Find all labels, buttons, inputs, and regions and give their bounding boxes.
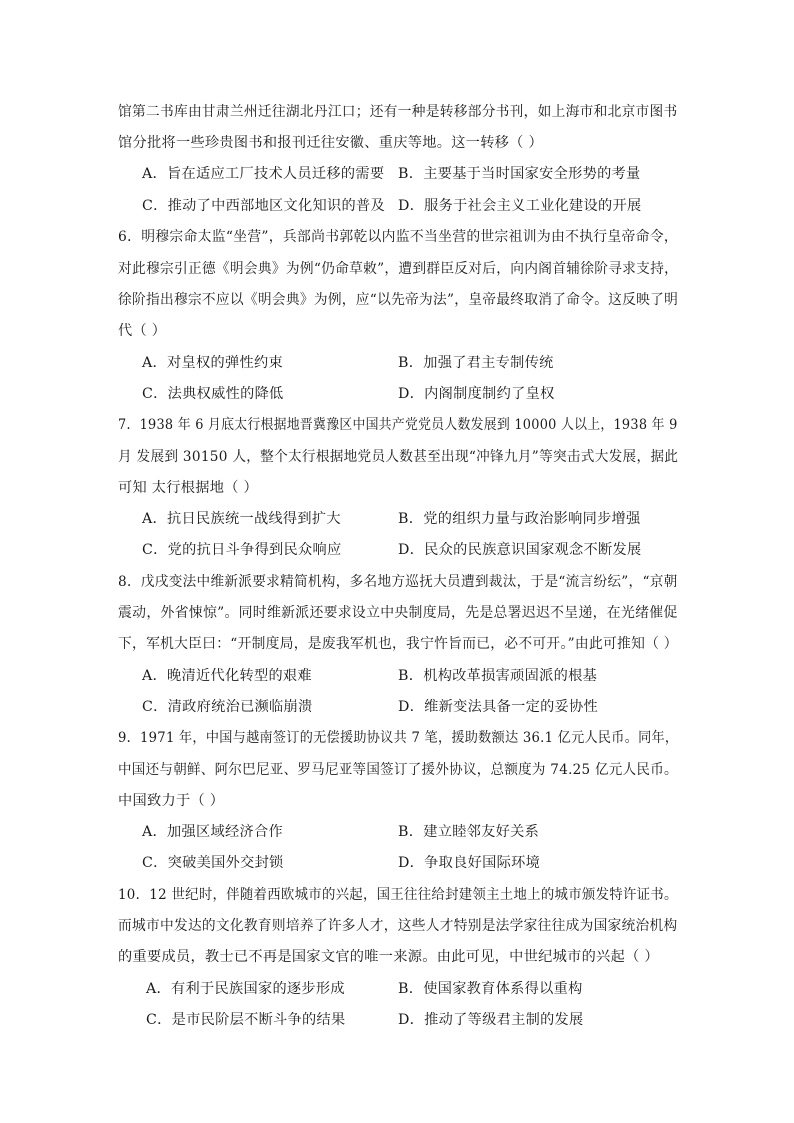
q8-line-3: 下，军机大臣曰：“开制度局，是废我军机也，我宁忤旨而已，必不可开。”由此可推知（ ） [118, 636, 678, 652]
q6-option-a: A．对皇权的弹性约束 [142, 355, 283, 371]
q10-line-1: 10．12 世纪时，伴随着西欧城市的兴起，国王往往给封建领主土地上的城市颁发特许证书。 [118, 887, 678, 903]
intro-option-d: D．服务于社会主义工业化建设的开展 [398, 198, 642, 214]
intro-option-c: C．推动了中西部地区文化知识的普及 [142, 198, 385, 214]
q8-option-c: C．清政府统治已濒临崩溃 [142, 699, 313, 715]
q9-line-1: 9．1971 年，中国与越南签订的无偿援助协议共 7 笔，援助数额达 36.1 亿元人民币。同年， [118, 730, 679, 746]
q7-line-2: 月 发展到 30150 人，整个太行根据地党员人数甚至出现“冲锋九月”等突击式大发展，据此 [118, 449, 679, 465]
q9-line-3: 中国致力于（ ） [118, 793, 225, 809]
q10-line-3: 的重要成员，教士已不再是国家文官的唯一来源。由此可见，中世纪城市的兴起（ ） [118, 949, 659, 965]
q10-option-d: D．推动了等级君主制的发展 [398, 1012, 584, 1028]
q9-option-d: D．争取良好国际环境 [398, 855, 541, 871]
intro-line-1: 馆第二书库由甘肃兰州迁往湖北丹江口；还有一种是转移部分书刊，如上海市和北京市图书 [118, 104, 678, 120]
q6-option-b: B．加强了君主专制传统 [398, 355, 554, 371]
q7-option-d: D．民众的民族意识国家观念不断发展 [398, 542, 642, 558]
intro-option-a: A．旨在适应工厂技术人员迁移的需要 [142, 166, 385, 182]
q6-line-2: 对此穆宗引正德《明会典》为例“仍命草敕”，遭到群臣反对后，向内阁首辅徐阶寻求支持， [118, 261, 679, 277]
q7-option-c: C．党的抗日斗争得到民众响应 [142, 542, 342, 558]
intro-line-2: 馆分批将一些珍贵图书和报刊迁往安徽、重庆等地。这一转移（ ） [118, 135, 543, 151]
q10-option-b: B．使国家教育体系得以重构 [398, 981, 583, 997]
q7-line-3: 可知 太行根据地（ ） [118, 480, 259, 496]
q8-line-2: 震动，外省悚惊”。同时维新派还要求设立中央制度局，先是总署迟迟不呈递，在光绪催促 [118, 605, 678, 621]
q6-line-1: 6．明穆宗命太监“坐营”，兵部尚书郭乾以内监不当坐营的世宗祖训为由不执行皇帝命令， [118, 229, 678, 245]
q7-line-1: 7．1938 年 6 月底太行根据地晋冀豫区中国共产党党员人数发展到 10000 人以上，1938 年 9 [118, 417, 678, 433]
q8-line-1: 8．戊戌变法中维新派要求精简机构，多名地方巡抚大员遭到裁汰，于是“流言纷纭”，“京朝 [118, 574, 678, 590]
q9-option-a: A．加强区域经济合作 [142, 824, 283, 840]
intro-option-b: B．主要基于当时国家安全形势的考量 [398, 166, 641, 182]
q8-option-d: D．维新变法具备一定的妥协性 [398, 699, 599, 715]
q10-option-a: A．有利于民族国家的逐步形成 [146, 981, 345, 997]
q6-line-4: 代（ ） [118, 323, 167, 339]
q9-line-2: 中国还与朝鲜、阿尔巴尼亚、罗马尼亚等国签订了援外协议，总额度为 74.25 亿元人民币。 [118, 762, 678, 778]
q6-option-d: D．内阁制度制约了皇权 [398, 386, 555, 402]
q6-line-3: 徐阶指出穆宗不应以《明会典》为例，应“以先帝为法”，皇帝最终取消了命令。这反映了明 [118, 292, 679, 308]
q7-option-a: A．抗日民族统一战线得到扩大 [142, 511, 341, 527]
q7-option-b: B．党的组织力量与政治影响同步增强 [398, 511, 641, 527]
q8-option-a: A．晚清近代化转型的艰难 [142, 668, 312, 684]
q10-line-2: 而城市中发达的文化教育则培养了许多人才，这些人才特别是法学家往往成为国家统治机构 [118, 918, 678, 934]
q10-option-c: C．是市民阶层不断斗争的结果 [146, 1012, 346, 1028]
q9-option-b: B．建立睦邻友好关系 [398, 824, 540, 840]
q8-option-b: B．机构改革损害顽固派的根基 [398, 668, 598, 684]
q9-option-c: C．突破美国外交封锁 [142, 855, 284, 871]
q6-option-c: C．法典权威性的降低 [142, 386, 284, 402]
